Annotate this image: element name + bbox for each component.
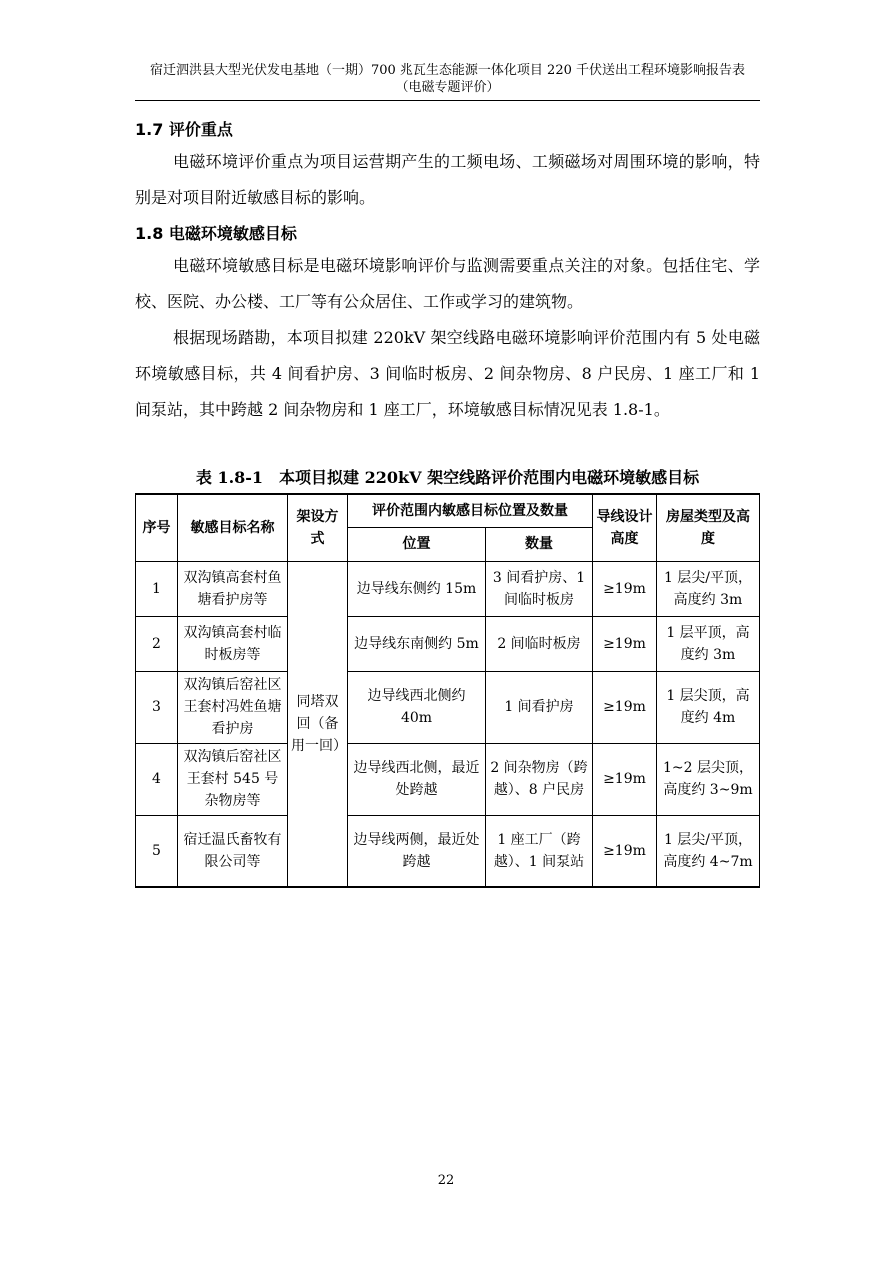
cell-position: 边导线东南侧约 5m <box>348 616 486 671</box>
cell-height: ≥19m <box>593 815 657 887</box>
cell-house: 1 层尖/平顶，高度约 4~7m <box>657 815 760 887</box>
table-row <box>136 743 760 815</box>
section-heading-1-7: 1.7 评价重点 <box>135 120 233 139</box>
cell-position: 边导线西北侧约 40m <box>348 671 486 743</box>
cell-quantity: 2 间杂物房（跨越）、8 户民房 <box>486 743 593 815</box>
cell-position: 边导线东侧约 15m <box>348 561 486 616</box>
cell-name: 宿迁温氏畜牧有限公司等 <box>178 815 288 887</box>
table-row <box>136 561 760 616</box>
table-row <box>136 815 760 887</box>
cell-no: 5 <box>136 815 178 887</box>
cell-position: 边导线西北侧，最近处跨越 <box>348 743 486 815</box>
header-house: 房屋类型及高度 <box>657 494 760 561</box>
table-row <box>136 616 760 671</box>
header-title: 宿迁泗洪县大型光伏发电基地（一期）700 兆瓦生态能源一体化项目 220 千伏送出工程环境影响报告表 <box>149 63 746 78</box>
cell-quantity: 3 间看护房、1 间临时板房 <box>486 561 593 616</box>
cell-height: ≥19m <box>593 561 657 616</box>
cell-no: 2 <box>136 616 178 671</box>
table-caption: 表 1.8-1 本项目拟建 220kV 架空线路评价范围内电磁环境敏感目标 <box>195 468 700 487</box>
paragraph-sensitive-target-definition: 电磁环境敏感目标是电磁环境影响评价与监测需要重点关注的对象。包括住宅、学校、医院、办公楼、工厂等有公众居住、工作或学习的建筑物。 <box>135 256 760 311</box>
paragraph-evaluation-focus: 电磁环境评价重点为项目运营期产生的工频电场、工频磁场对周围环境的影响，特别是对项目附近敏感目标的影响。 <box>135 152 760 207</box>
header-height: 导线设计高度 <box>593 494 657 561</box>
header-no: 序号 <box>136 494 178 561</box>
cell-position: 边导线两侧，最近处跨越 <box>348 815 486 887</box>
cell-method: 同塔双回（备用一回） <box>288 561 348 887</box>
page-header <box>135 62 760 96</box>
table-row <box>136 671 760 743</box>
cell-quantity: 2 间临时板房 <box>486 616 593 671</box>
cell-quantity: 1 间看护房 <box>486 671 593 743</box>
cell-no: 1 <box>136 561 178 616</box>
cell-height: ≥19m <box>593 671 657 743</box>
cell-no: 4 <box>136 743 178 815</box>
cell-height: ≥19m <box>593 743 657 815</box>
header-subtitle: （电磁专题评价） <box>395 80 500 95</box>
page-number: 22 <box>437 1173 455 1188</box>
cell-name: 双沟镇高套村临时板房等 <box>178 616 288 671</box>
header-name: 敏感目标名称 <box>178 494 288 561</box>
header-group: 评价范围内敏感目标位置及数量 <box>348 494 593 527</box>
header-method: 架设方式 <box>288 494 348 561</box>
cell-no: 3 <box>136 671 178 743</box>
cell-quantity: 1 座工厂（跨越）、1 间泵站 <box>486 815 593 887</box>
header-divider <box>135 100 760 101</box>
section-heading-1-8: 1.8 电磁环境敏感目标 <box>135 224 297 243</box>
cell-name: 双沟镇高套村鱼塘看护房等 <box>178 561 288 616</box>
cell-house: 1~2 层尖顶，高度约 3~9m <box>657 743 760 815</box>
cell-name: 双沟镇后窑社区王套村冯姓鱼塘看护房 <box>178 671 288 743</box>
cell-name: 双沟镇后窑社区王套村 545 号杂物房等 <box>178 743 288 815</box>
cell-house: 1 层平顶，高度约 3m <box>657 616 760 671</box>
header-position: 位置 <box>348 527 486 561</box>
cell-height: ≥19m <box>593 616 657 671</box>
paragraph-site-survey: 根据现场踏勘，本项目拟建 220kV 架空线路电磁环境影响评价范围内有 5 处电磁环境敏感目标，共 4 间看护房、3 间临时板房、2 间杂物房、8 户民房、1 座工厂和 1 间泵站，其中跨越 2 间杂物房和 1 座工厂，环境敏感目标情况见表 1.8-1。 <box>135 328 760 419</box>
cell-house: 1 层尖/平顶，高度约 3m <box>657 561 760 616</box>
cell-house: 1 层尖顶，高度约 4m <box>657 671 760 743</box>
sensitive-targets-table <box>135 493 760 888</box>
header-quantity: 数量 <box>486 527 593 561</box>
